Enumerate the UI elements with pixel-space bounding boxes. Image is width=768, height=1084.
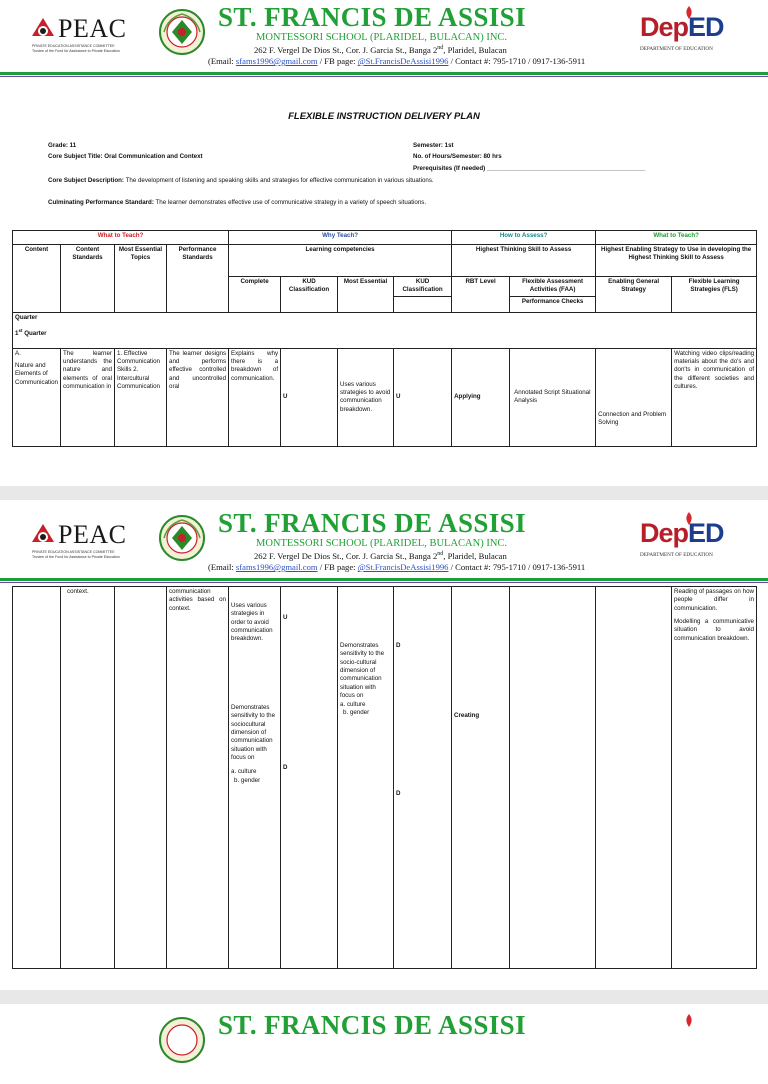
col-rbt-level: RBT Level — [452, 277, 510, 313]
page-break — [0, 486, 768, 500]
school-name: ST. FRANCIS DE ASSISI — [218, 1010, 527, 1040]
header-rule-green — [0, 72, 768, 75]
col-content: Content — [13, 245, 61, 313]
cell-performance-standard: The learner designs and performs effective controlled and uncontrolled oral — [167, 348, 229, 446]
cell-kud-2: U — [394, 348, 452, 446]
cell-content-standard: context. — [61, 587, 115, 969]
school-subtitle: MONTESSORI SCHOOL (PLARIDEL, BULACAN) INC. — [256, 32, 508, 43]
col-highest-enabling-strategy: Highest Enabling Strategy to Use in developing the Highest Thinking Skill to Assess — [596, 245, 757, 277]
hours-label: No. of Hours/Semester: 80 hrs — [413, 153, 502, 160]
cell-kud-1: U D — [281, 587, 338, 969]
table-row — [13, 348, 757, 446]
school-contact: (Email: sfams1996@gmail.com / FB page: @St.FrancisDeAssisi1996 / Contact #: 795-1710 / 0917-136-5911 — [208, 56, 586, 66]
quarter-label: Quarter — [15, 313, 38, 321]
cell-flexible-strategies: Reading of passages on how people differ in communication. Modelling a communicative situation to avoid communication breakdown. — [672, 587, 757, 969]
col-kud-blank — [394, 296, 452, 312]
cell-faa: Annotated Script Situational Analysis — [510, 348, 596, 446]
school-address: 262 F. Vergel De Dios St., Cor. J. Garcia St., Banga 2nd, Plaridel, Bulacan — [254, 551, 507, 561]
cell-complete: Uses various strategies in order to avoid communication breakdown. Demonstrates sensitivity to the sociocultural dimension of communication situation with focus on a. culture b. gender — [229, 587, 281, 969]
semester-label: Semester: 1st — [413, 142, 454, 149]
deped-wordmark: DepED — [640, 12, 724, 42]
cell-flexible-strategies: Watching video clips/reading materials about the do's and don'ts in communication of the different societies and cultures. — [672, 348, 757, 446]
col-complete: Complete — [229, 277, 281, 313]
cell-enabling-strategy — [596, 587, 672, 969]
first-quarter-label: 1st Quarter — [15, 328, 47, 338]
peac-logo — [30, 14, 140, 54]
peac-wordmark: PEAC — [58, 520, 127, 549]
deped-logo — [640, 12, 728, 58]
complete-competency-2: Demonstrates sensitivity to the sociocultural dimension of communication situation with focus on — [231, 703, 276, 761]
peac-tagline: PRIVATE EDUCATION ASSISTANCE COMMITTEE — [32, 44, 115, 48]
col-highest-thinking-skill: Highest Thinking Skill to Assess — [452, 245, 596, 277]
col-performance-checks: Performance Checks — [510, 296, 596, 312]
col-content-standards: Content Standards — [61, 245, 115, 313]
col-enabling-general-strategy: Enabling General Strategy — [596, 277, 672, 313]
peac-emblem-icon — [30, 16, 56, 42]
col-kud-classification-2: KUD Classification — [394, 277, 452, 297]
table-row — [13, 587, 757, 969]
peac-emblem-icon — [30, 522, 56, 548]
quarter-row — [13, 312, 757, 348]
core-subject-title: Core Subject Title: Oral Communication and Context — [48, 153, 203, 160]
school-address: 262 F. Vergel De Dios St., Cor. J. Garcia St., Banga 2nd, Plaridel, Bulacan — [254, 45, 507, 55]
peac-tagline-2: Trustee of the Fund for Assistance to Private Education — [32, 49, 120, 53]
school-seal-icon — [158, 1016, 206, 1064]
cell-rbt-level: Applying — [452, 348, 510, 446]
header-rule-purple — [0, 582, 768, 583]
school-seal-icon — [158, 514, 206, 562]
header-rule-green — [0, 578, 768, 581]
deped-logo — [640, 1020, 728, 1066]
plan-table-page-1 — [12, 230, 757, 447]
cell-content — [13, 587, 61, 969]
header-what-to-teach-2: What to Teach? — [596, 231, 757, 245]
header-how-to-assess: How to Assess? — [452, 231, 596, 245]
col-performance-standards: Performance Standards — [167, 245, 229, 313]
peac-logo — [30, 520, 140, 560]
cell-rbt-level: Creating — [452, 587, 510, 969]
complete-competency-1: Uses various strategies in order to avoid communication breakdown. — [231, 602, 273, 643]
culminating-performance-standard: Culminating Performance Standard: The learner demonstrates effective use of communicative strategy in a variety of speech situations. — [48, 199, 427, 206]
cell-performance-standard: communication activities based on context. — [167, 587, 229, 969]
school-seal-icon — [158, 8, 206, 56]
cell-content: A. Nature and Elements of Communication — [13, 348, 61, 446]
facebook-link[interactable]: @St.FrancisDeAssisi1996 — [357, 562, 449, 572]
core-subject-description: Core Subject Description: The development of listening and speaking skills and strategies for effective communication in various situations. — [48, 177, 434, 184]
header-rule-purple — [0, 76, 768, 77]
school-subtitle: MONTESSORI SCHOOL (PLARIDEL, BULACAN) INC. — [256, 538, 508, 549]
facebook-link[interactable]: @St.FrancisDeAssisi1996 — [357, 56, 449, 66]
school-contact: (Email: sfams1996@gmail.com / FB page: @St.FrancisDeAssisi1996 / Contact #: 795-1710 / 0917-136-5911 — [208, 562, 586, 572]
page-break — [0, 990, 768, 1004]
letterhead-page-1 — [0, 0, 768, 76]
cell-essential-topics: 1. Effective Communication Skills 2. Intercultural Communication — [115, 348, 167, 446]
grade-label: Grade: 11 — [48, 142, 77, 149]
email-link[interactable]: sfams1996@gmail.com — [235, 562, 318, 572]
deped-tagline: DEPARTMENT OF EDUCATION — [640, 552, 713, 558]
header-what-to-teach: What to Teach? — [13, 231, 229, 245]
deped-wordmark: DepED — [640, 518, 724, 548]
cell-kud-2: D D — [394, 587, 452, 969]
torch-flame-icon — [682, 1014, 696, 1028]
col-learning-competencies: Learning competencies — [229, 245, 452, 277]
cell-kud-1: U — [281, 348, 338, 446]
cell-most-essential: Demonstrates sensitivity to the socio-cultural dimension of communication situation with focus on a. culture b. gender — [338, 587, 394, 969]
col-flexible-learning-strategies: Flexible Learning Strategies (FLS) — [672, 277, 757, 313]
cell-complete: Explains why there is a breakdown of communication. — [229, 348, 281, 446]
school-name: ST. FRANCIS DE ASSISI — [218, 508, 527, 538]
deped-logo — [640, 518, 728, 564]
email-link[interactable]: sfams1996@gmail.com — [235, 56, 318, 66]
peac-tagline: PRIVATE EDUCATION ASSISTANCE COMMITTEE — [32, 550, 115, 554]
cell-essential-topics — [115, 587, 167, 969]
plan-table-page-2 — [12, 586, 757, 969]
letterhead-page-3 — [0, 1008, 768, 1084]
cell-most-essential: Uses various strategies to avoid communication breakdown. — [338, 348, 394, 446]
peac-tagline-2: Trustee of the Fund for Assistance to Private Education — [32, 555, 120, 559]
prerequisites-label: Prerequisites (If needed) ______________________________________________ — [413, 165, 646, 172]
col-most-essential: Most Essential — [338, 277, 394, 313]
cell-faa — [510, 587, 596, 969]
letterhead-page-2 — [0, 506, 768, 582]
cell-enabling-strategy: Connection and Problem Solving — [596, 348, 672, 446]
col-essential-topics: Most Essential Topics — [115, 245, 167, 313]
school-name: ST. FRANCIS DE ASSISI — [218, 2, 527, 32]
cell-content-standard: The learner understands the nature and elements of oral communication in — [61, 348, 115, 446]
col-faa: Flexible Assessment Activities (FAA) — [510, 277, 596, 297]
col-kud-classification-1: KUD Classification — [281, 277, 338, 313]
peac-wordmark: PEAC — [58, 14, 127, 43]
header-why-teach: Why Teach? — [229, 231, 452, 245]
document-title: FLEXIBLE INSTRUCTION DELIVERY PLAN — [288, 111, 480, 122]
deped-tagline: DEPARTMENT OF EDUCATION — [640, 46, 713, 52]
